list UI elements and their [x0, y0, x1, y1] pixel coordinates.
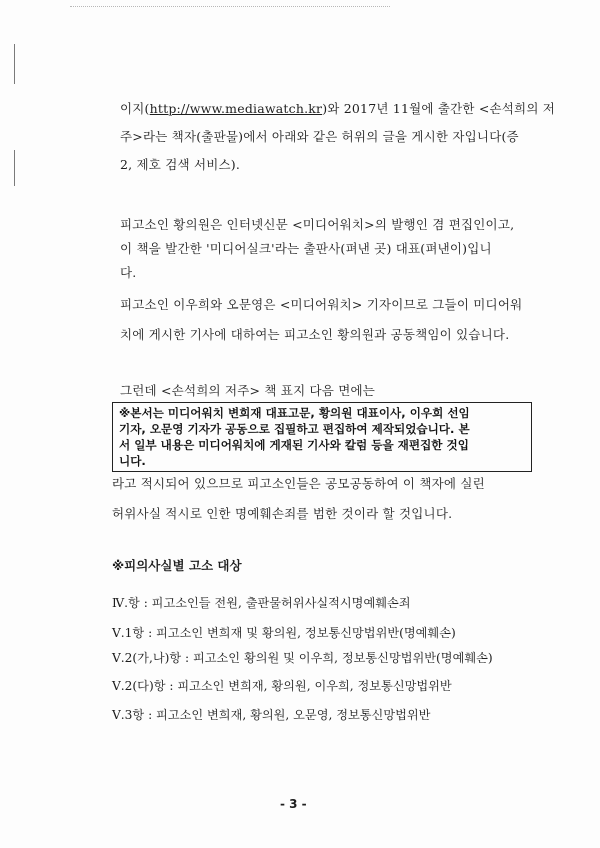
scan-artifact: [70, 6, 390, 9]
notice-line: 서 일부 내용은 미디어워치에 게재된 기사와 칼럼 등을 재편집한 것입: [119, 438, 469, 452]
paragraph-line: 그런데 <손석희의 저주> 책 표지 다음 면에는: [120, 383, 376, 398]
paragraph-line: 이 책을 발간한 '미디어실크'라는 출판사(펴낸 곳) 대표(펴낸이)입니: [120, 241, 492, 256]
paragraph-line: 치에 게시한 기사에 대하여는 피고소인 황의원과 공동책임이 있습니다.: [120, 327, 510, 342]
complaint-target-item: Ⅴ.2(가,나)항 : 피고소인 황의원 및 이우희, 정보통신망법위반(명예훼손): [112, 651, 493, 665]
paragraph-line: 피고소인 황의원은 인터넷신문 <미디어워치>의 발행인 겸 편집인이고,: [120, 217, 515, 232]
mediawatch-link[interactable]: http://www.mediawatch.kr: [149, 101, 323, 116]
paragraph-line: 허위사실 적시로 인한 명예훼손죄를 범한 것이라 할 것입니다.: [112, 506, 453, 521]
paragraph-line: 이지(http://www.mediawatch.kr)와 2017년 11월에 출간한 <손석희의 저: [120, 101, 556, 116]
complaint-target-item: Ⅳ.항 : 피고소인들 전원, 출판물허위사실적시명예훼손죄: [112, 596, 411, 610]
paragraph-line: 피고소인 이우희와 오문영은 <미디어워치> 기자이므로 그들이 미디어워: [120, 297, 523, 312]
paragraph-line: 다.: [120, 265, 137, 280]
quoted-notice-box: [112, 402, 532, 472]
complaint-target-item: Ⅴ.3항 : 피고소인 변희재, 황의원, 오문영, 정보통신망법위반: [112, 708, 431, 722]
section-heading: ※피의사실별 고소 대상: [112, 558, 242, 573]
complaint-target-item: Ⅴ.2(다)항 : 피고소인 변희재, 황의원, 이우희, 정보통신망법위반: [112, 679, 452, 693]
notice-line: 니다.: [119, 454, 146, 468]
notice-line: ※본서는 미디어워치 변희재 대표고문, 황의원 대표이사, 이우희 선임: [119, 406, 470, 420]
complaint-target-item: Ⅴ.1항 : 피고소인 변희재 및 황의원, 정보통신망법위반(명예훼손): [112, 626, 456, 640]
paragraph-line: 주>라는 책자(출판물)에서 아래와 같은 허위의 글을 게시한 자입니다(증: [120, 129, 519, 144]
paragraph-line: 라고 적시되어 있으므로 피고소인들은 공모공동하여 이 책자에 실린: [112, 476, 485, 491]
margin-mark: [14, 150, 15, 186]
notice-line: 기자, 오문영 기자가 공동으로 집필하고 편집하여 제작되었습니다. 본: [119, 422, 470, 436]
margin-mark: [14, 44, 15, 84]
page-number: - 3 -: [280, 797, 307, 811]
paragraph-line: 2, 제호 검색 서비스).: [120, 157, 241, 172]
